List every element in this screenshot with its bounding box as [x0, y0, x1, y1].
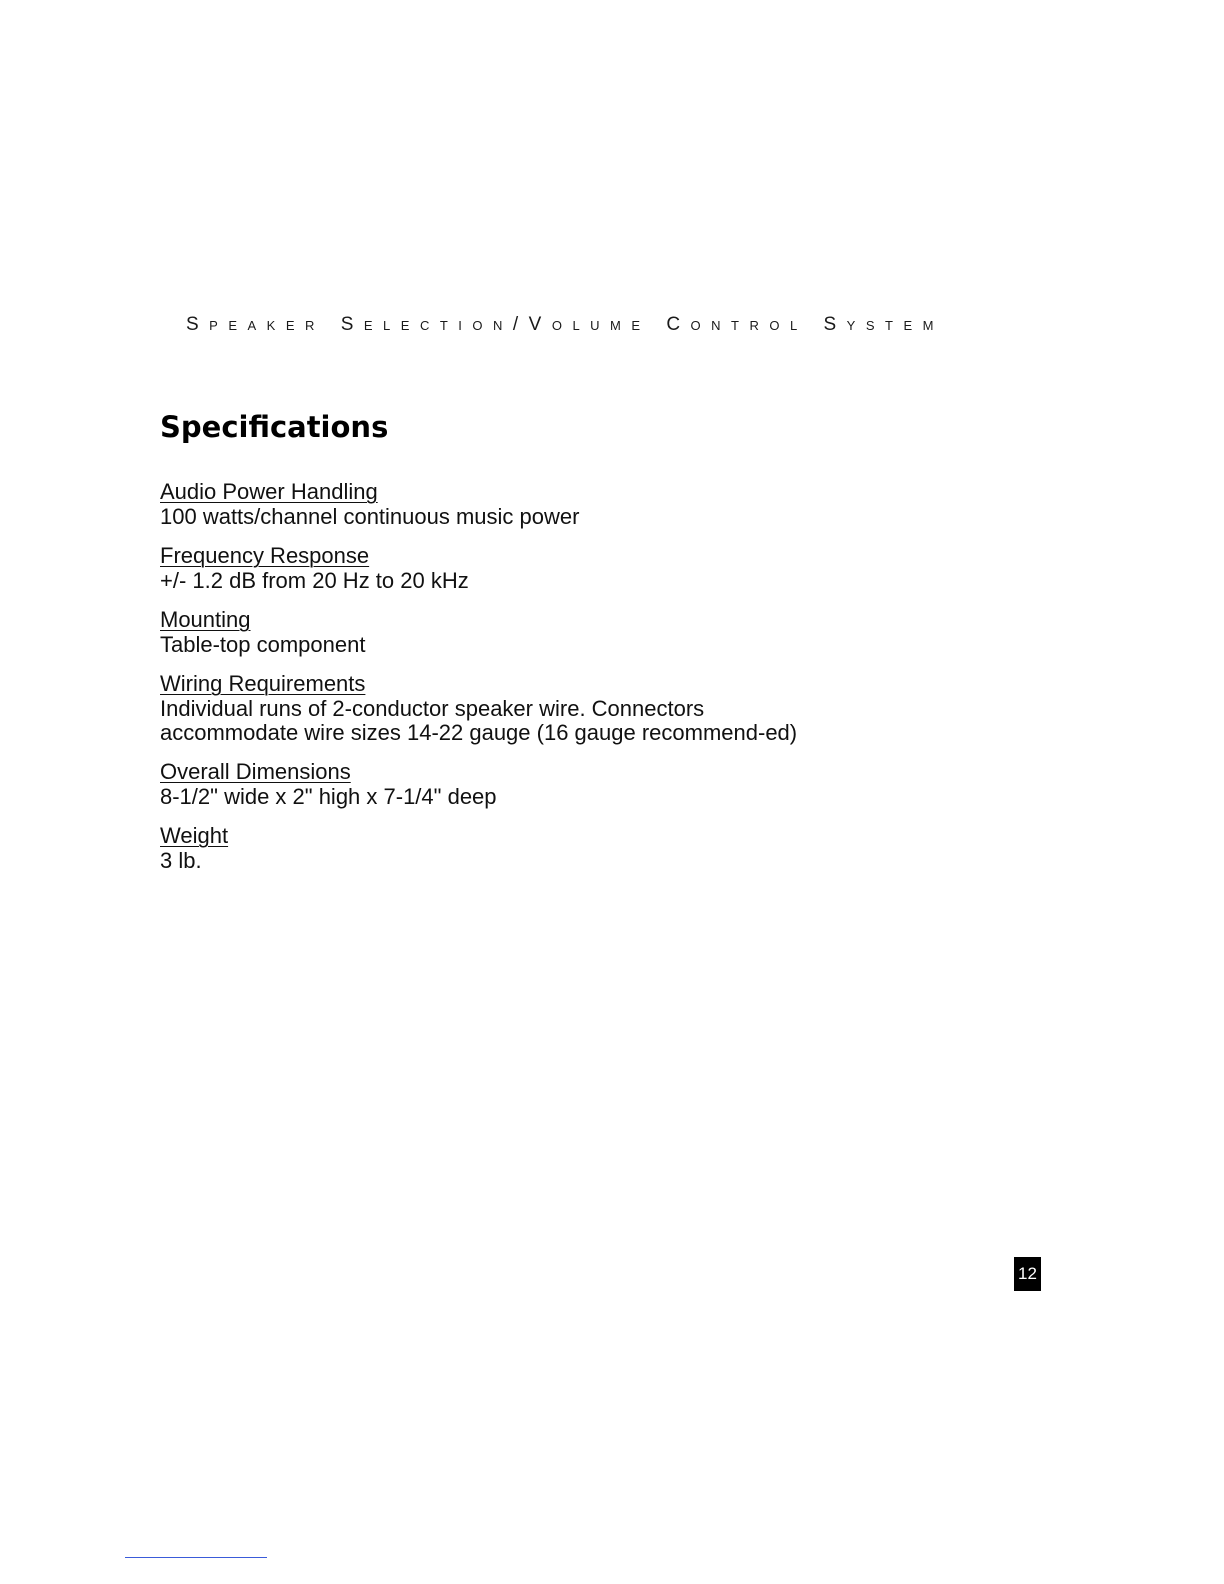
spec-label: Frequency Response — [160, 543, 370, 568]
spec-label: Weight — [160, 823, 229, 848]
spec-label: Mounting — [160, 607, 251, 632]
spec-value: 8-1/2" wide x 2" high x 7-1/4" deep — [160, 784, 497, 809]
spec-audio-power-handling — [160, 478, 820, 529]
spec-frequency-response — [160, 542, 820, 593]
spec-mounting — [160, 606, 820, 657]
spec-wiring-requirements — [160, 670, 820, 745]
running-header: Speaker Selection/Volume Control System — [186, 314, 944, 335]
spec-label: Audio Power Handling — [160, 479, 378, 504]
specifications-list — [160, 478, 820, 886]
spec-weight — [160, 822, 820, 873]
spec-label: Overall Dimensions — [160, 759, 351, 784]
spec-value: +/- 1.2 dB from 20 Hz to 20 kHz — [160, 568, 469, 593]
spec-value: Table-top component — [160, 632, 366, 657]
spec-overall-dimensions — [160, 758, 820, 809]
spec-value: 3 lb. — [160, 848, 202, 873]
page-number-badge: 12 — [1014, 1257, 1041, 1291]
spec-label: Wiring Requirements — [160, 671, 366, 696]
spec-value: 100 watts/channel continuous music power — [160, 504, 580, 529]
spec-value: Individual runs of 2-conductor speaker wire. Connectors accommodate wire sizes 14-22 gauge (16 gauge recommend-ed) — [160, 696, 798, 745]
footer-rule — [125, 1557, 267, 1558]
page-title: Specifications — [160, 410, 389, 444]
